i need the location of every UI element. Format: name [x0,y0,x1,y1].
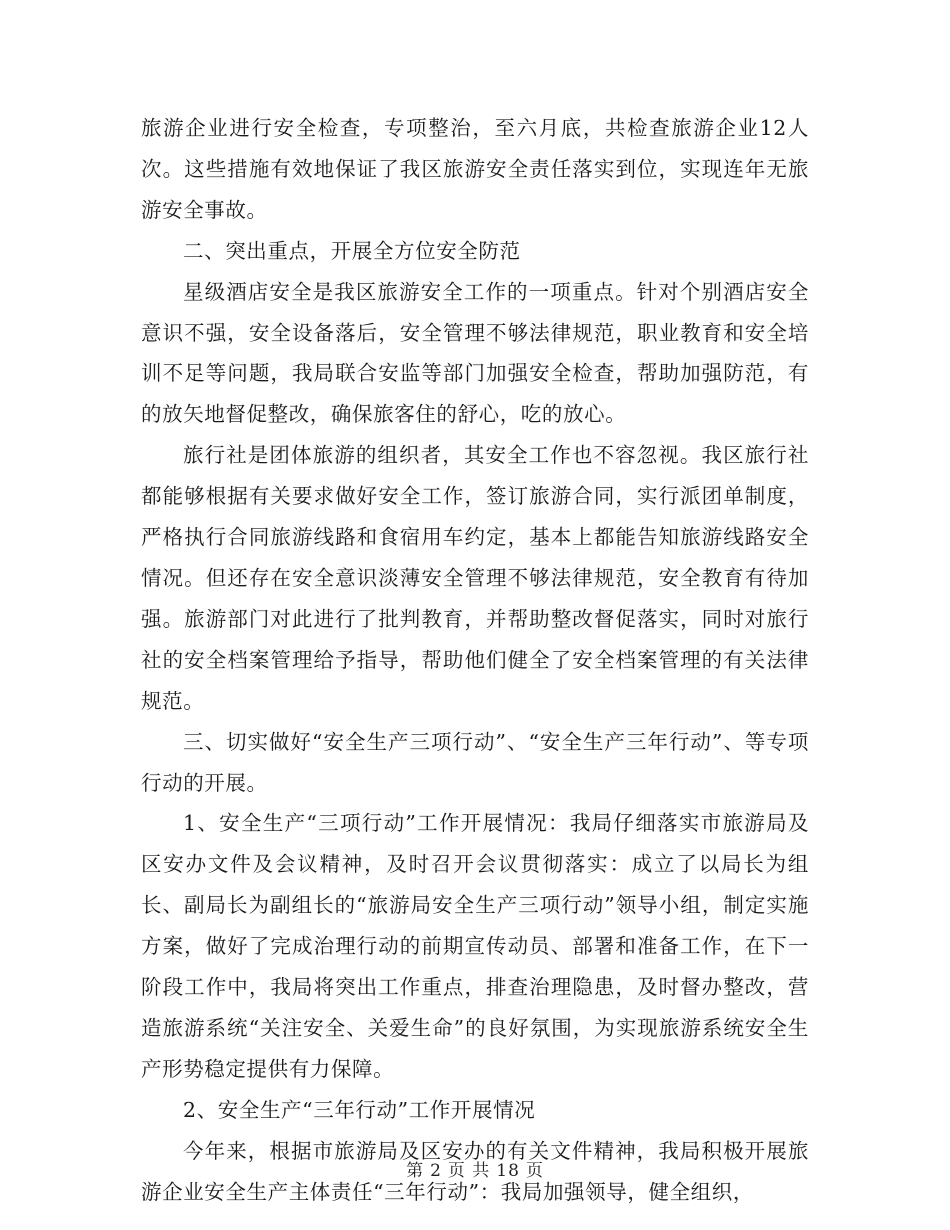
paragraph-three-actions: 1、安全生产“三项行动”工作开展情况：我局仔细落实市旅游局及区安办文件及会议精神，及时召开会议贯彻落实：成立了以局长为组长、副局长为副组长的“旅游局安全生产三项行动”领导小组，制定实施方案，做好了完成治理行动的前期宣传动员、部署和准备工作，在下一阶段工作中，我局将突出工作重点，排查治理隐患，及时督办整改，营造旅游系统“关注安全、关爱生命”的良好氛围，为实现旅游系统安全生产形势稳定提供有力保障。 [141,811,809,1081]
footer-suffix: 页 [525,1161,544,1181]
document-body [141,108,809,1212]
footer-middle: 页 共 [447,1161,491,1181]
page-footer [0,1156,950,1181]
section-heading-3: 三、切实做好“安全生产三项行动”、“安全生产三年行动”、等专项行动的开展。 [141,729,809,795]
paragraph-three-year-action: 今年来，根据市旅游局及区安办的有关文件精神，我局积极开展旅游企业安全生产主体责任“三年行动”：我局加强领导，健全组织， [141,1138,809,1204]
footer-total-pages: 18 [496,1161,520,1181]
paragraph-hotel-safety: 星级酒店安全是我区旅游安全工作的一项重点。针对个别酒店安全意识不强，安全设备落后，安全管理不够法律规范，职业教育和安全培训不足等问题，我局联合安监等部门加强安全检查，帮助加强防范，有的放矢地督促整改，确保旅客住的舒心，吃的放心。 [141,279,809,427]
paragraph-continuation: 旅游企业进行安全检查，专项整治，至六月底，共检查旅游企业12人次。这些措施有效地保证了我区旅游安全责任落实到位，实现连年无旅游安全事故。 [141,116,809,222]
subheading-three-year-action: 2、安全生产“三年行动”工作开展情况 [183,1097,536,1122]
section-heading-2: 二、突出重点，开展全方位安全防范 [183,238,521,263]
footer-prefix: 第 [406,1161,425,1181]
paragraph-travel-agency: 旅行社是团体旅游的组织者，其安全工作也不容忽视。我区旅行社都能够根据有关要求做好安全工作，签订旅游合同，实行派团单制度，严格执行合同旅游线路和食宿用车约定，基本上都能告知旅游线路安全情况。但还存在安全意识淡薄安全管理不够法律规范，安全教育有待加强。旅游部门对此进行了批判教育，并帮助整改督促落实，同时对旅行社的安全档案管理给予指导，帮助他们健全了安全档案管理的有关法律规范。 [141,443,809,713]
footer-page-number: 2 [430,1161,442,1181]
